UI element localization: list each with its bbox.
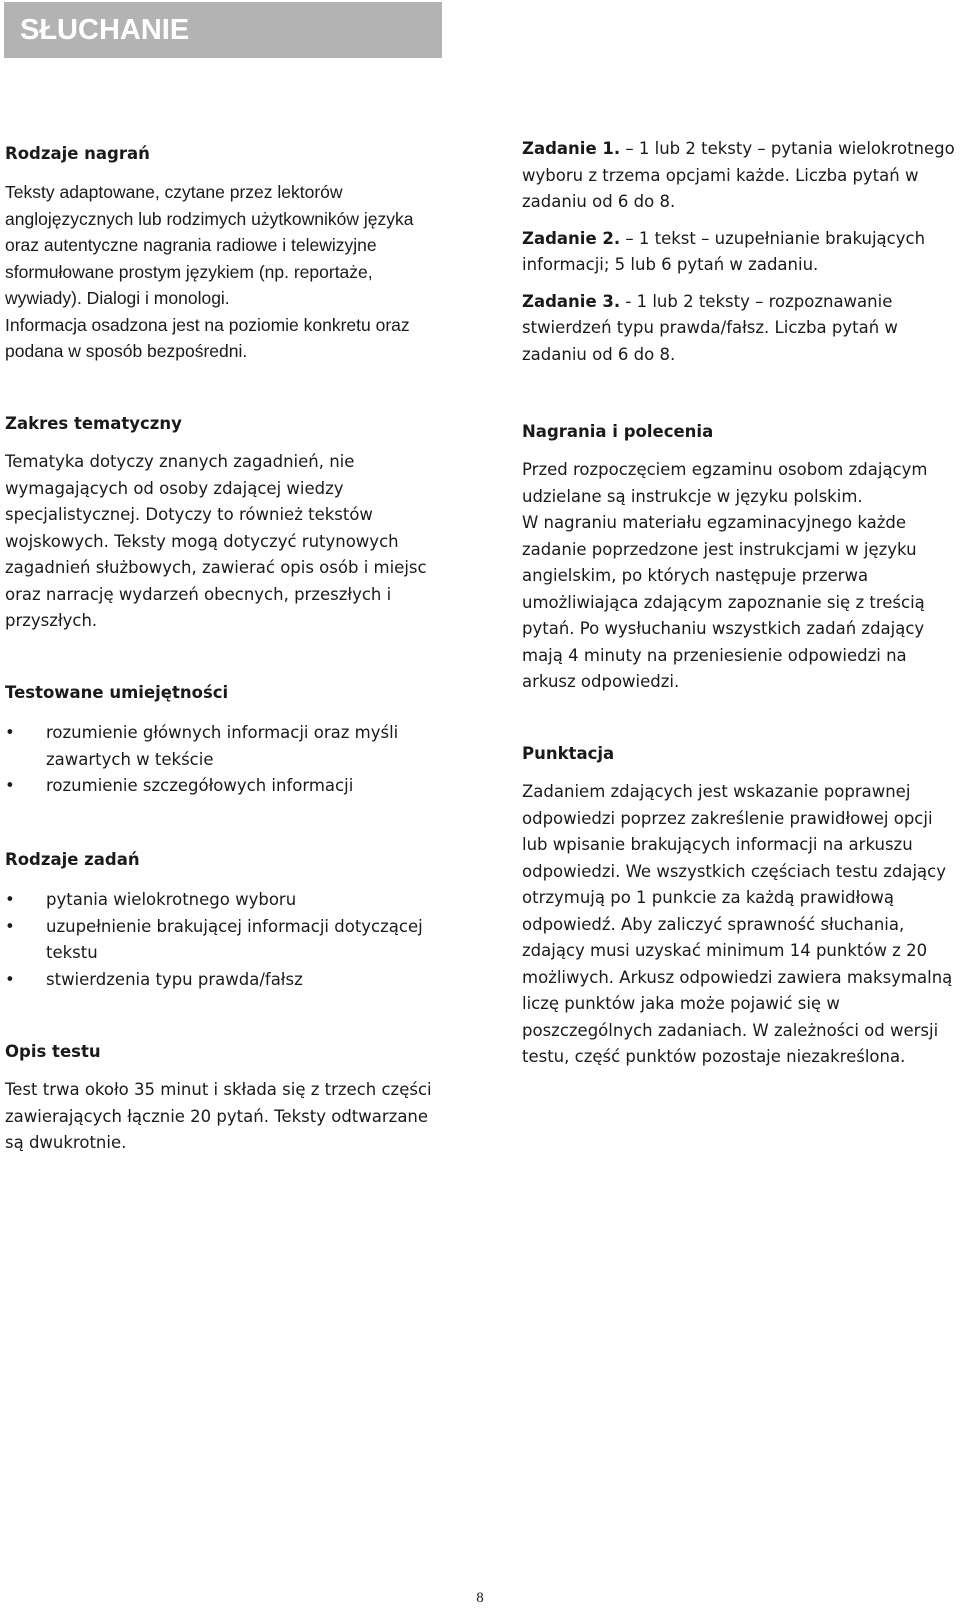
task-1: [522, 136, 957, 216]
task-1-text: – 1 lub 2 teksty – pytania wielokrotnego wyboru z trzema opcjami każde. Liczba pytań w zadaniu od 6 do 8.: [522, 139, 955, 211]
list-item: [5, 720, 435, 773]
tasks-section: [522, 136, 957, 378]
topics-section: [5, 411, 435, 635]
banner-title: SŁUCHANIE: [20, 14, 190, 46]
recordings-instructions-text-1: Przed rozpoczęciem egzaminu osobom zdającym udzielane są instrukcje w języku polskim.: [522, 460, 928, 506]
recordings-instructions-text-2: W nagraniu materiału egzaminacyjnego każde zadanie poprzedzone jest instrukcjami w języku angielskim, po których następuje przerwa umożliwiająca zdającym zapoznanie się z treścią pytań. Po wysłuchaniu wszystkich zadań zdający mają 4 minuty na przeniesienie odpowiedzi na arkusz odpowiedzi.: [522, 513, 925, 691]
scoring-heading: Punktacja: [522, 744, 615, 763]
bullet-icon: •: [5, 916, 15, 936]
task-types-heading: Rodzaje zadań: [5, 850, 140, 869]
bullet-icon: •: [5, 723, 15, 742]
recordings-instructions-section: [522, 419, 957, 696]
skills-list: [5, 720, 435, 800]
topics-heading: Zakres tematyczny: [5, 414, 182, 433]
list-item: [5, 967, 435, 994]
section-banner: [4, 2, 442, 58]
recording-types-text-2: Informacja osadzona jest na poziomie konkretu oraz podana w sposób bezpośredni.: [5, 314, 410, 361]
bullet-icon: •: [5, 890, 15, 909]
task-2: [522, 226, 957, 279]
task-type-2-text: uzupełnienie brakującej informacji dotyczącej tekstu: [46, 916, 423, 962]
test-description-heading: Opis testu: [5, 1042, 101, 1061]
task-3: [522, 289, 957, 369]
task-types-list: [5, 887, 435, 993]
bullet-icon: •: [5, 776, 15, 795]
skills-section: [5, 680, 435, 800]
task-2-text: – 1 tekst – uzupełnianie brakujących informacji; 5 lub 6 pytań w zadaniu.: [522, 228, 926, 274]
task-type-1-text: pytania wielokrotnego wyboru: [46, 890, 297, 909]
topics-text: Tematyka dotyczy znanych zagadnień, nie wymagających od osoby zdającej wiedzy specjalistycznej. Dotyczy to również tekstów wojskowych. Teksty mogą dotyczyć rutynowych zagadnień służbowych, zawierać opis osób i miejsc oraz narrację wydarzeń obecnych, przeszłych i przyszłych.: [5, 452, 427, 630]
task-3-label: Zadanie 3.: [522, 291, 621, 311]
page-number: 8: [476, 1590, 484, 1606]
recording-types-heading: Rodzaje nagrań: [5, 144, 150, 163]
recording-types-section: [5, 141, 435, 365]
task-2-label: Zadanie 2.: [522, 228, 621, 248]
skill-1-text: rozumienie głównych informacji oraz myśli zawartych w tekście: [46, 723, 399, 769]
task-type-3-text: stwierdzenia typu prawda/fałsz: [46, 969, 303, 989]
recordings-instructions-heading: Nagrania i polecenia: [522, 422, 714, 441]
bullet-icon: •: [5, 969, 15, 989]
skill-2-text: rozumienie szczegółowych informacji: [46, 776, 354, 795]
scoring-text: Zadaniem zdających jest wskazanie poprawnej odpowiedzi poprzez zakreślenie prawidłowej opcji lub wpisanie brakujących informacji na arkuszu odpowiedzi. We wszystkich częściach testu zdający otrzymują po 1 punkcie za każdą prawidłową odpowiedź. Aby zaliczyć sprawność słuchania, zdający musi uzyskać minimum 14 punktów z 20 możliwych. Arkusz odpowiedzi zawiera maksymalną liczę punktów jaka może pojawić się w poszczególnych zadaniach. W zależności od wersji testu, część punktów pozostaje niezakreślona.: [522, 782, 953, 1066]
skills-heading: Testowane umiejętności: [5, 683, 229, 702]
list-item: [5, 914, 435, 967]
task-types-section: [5, 847, 435, 993]
task-1-label: Zadanie 1.: [522, 139, 621, 158]
scoring-section: [522, 741, 957, 1071]
test-description-text: Test trwa około 35 minut i składa się z trzech części zawierających łącznie 20 pytań. Teksty odtwarzane są dwukrotnie.: [5, 1080, 432, 1152]
task-3-text: - 1 lub 2 teksty – rozpoznawanie stwierdzeń typu prawda/fałsz. Liczba pytań w zadaniu od 6 do 8.: [522, 291, 898, 364]
recording-types-text: Teksty adaptowane, czytane przez lektorów anglojęzycznych lub rodzimych użytkowników języka oraz autentyczne nagrania radiowe i telewizyjne sformułowane prostym językiem (np. reportaże, wywiady). Dialogi i monologi.: [5, 182, 414, 308]
list-item: [5, 887, 435, 914]
test-description-section: [5, 1039, 435, 1157]
list-item: [5, 773, 435, 800]
